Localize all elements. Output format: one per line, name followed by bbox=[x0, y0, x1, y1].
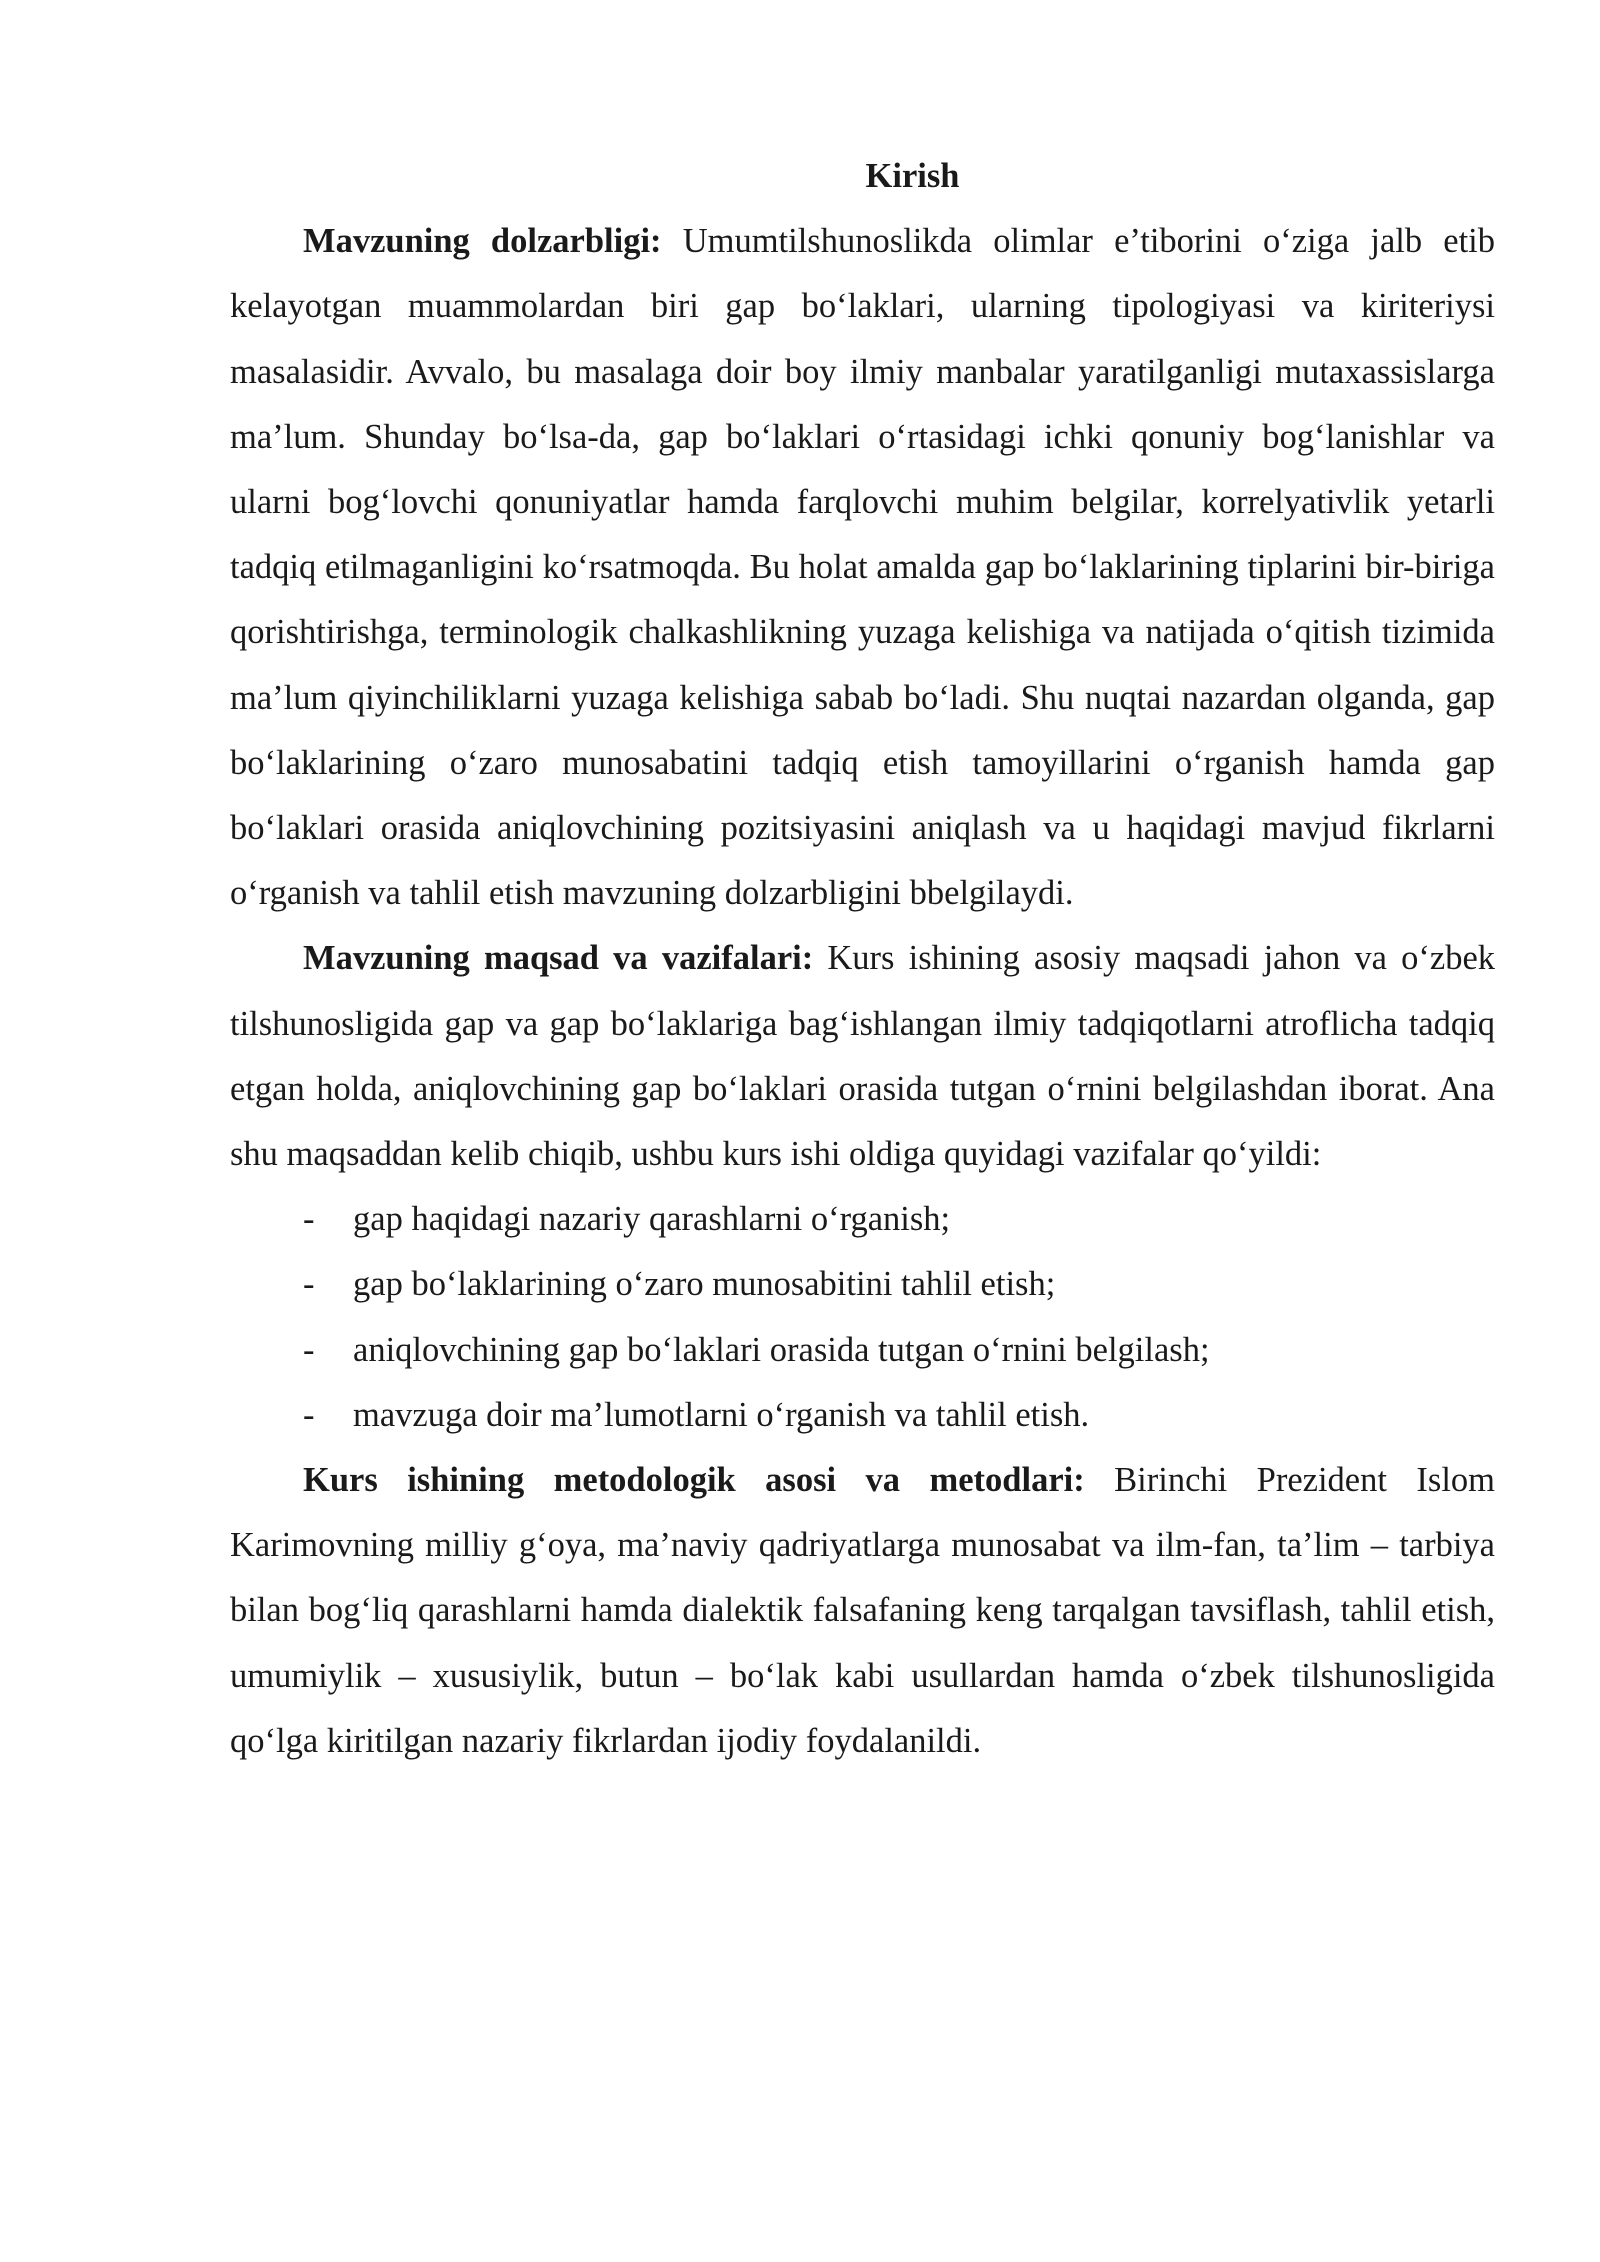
document-page bbox=[230, 144, 1495, 1774]
list-item bbox=[230, 1383, 1495, 1448]
methodology-text: Birinchi Prezident Islom Karimovning milliy g‘oya, ma’naviy qadriyatlarga munosabat va ilm-fan, ta’lim – tarbiya bilan bog‘liq qarashlarni hamda dialektik falsafaning keng tarqalgan tavsiflash, tahlil etish, umumiylik – xususiylik, butun – bo‘lak kabi usullardan hamda o‘zbek tilshunosligida qo‘lga kiritilgan nazariy fikrlardan ijodiy foydalanildi. bbox=[230, 1461, 1495, 1760]
list-item bbox=[230, 1318, 1495, 1383]
list-item-text: mavzuga doir ma’lumotlarni o‘rganish va tahlil etish. bbox=[353, 1395, 1090, 1434]
list-marker: - bbox=[303, 1395, 315, 1434]
relevance-paragraph bbox=[230, 209, 1495, 926]
list-item bbox=[230, 1187, 1495, 1252]
relevance-text: Umumtilshunoslikda olimlar e’tiborini o‘ziga jalb etib kelayotgan muammolardan biri gap bo‘laklari, ularning tipologiyasi va kiriteriysi masalasidir. Avvalo, bu masalaga doir boy ilmiy manbalar yaratilganligi mutaxassislarga ma’lum. Shunday bo‘lsa-da, gap bo‘laklari o‘rtasidagi ichki qonuniy bog‘lanishlar va ularni bog‘lovchi qonuniyatlar hamda farqlovchi muhim belgilar, korrelyativlik yetarli tadqiq etilmaganligini ko‘rsatmoqda. Bu holat amalda gap bo‘laklarining tiplarini bir-biriga qorishtirishga, terminologik chalkashlikning yuzaga kelishiga va natijada o‘qitish tizimida ma’lum qiyinchiliklarni yuzaga kelishiga sabab bo‘ladi. Shu nuqtai nazardan olganda, gap bo‘laklarining o‘zaro munosabatini tadqiq etish tamoyillarini o‘rganish hamda gap bo‘laklari orasida aniqlovchining pozitsiyasini aniqlash va u haqidagi mavjud fikrlarni o‘rganish va tahlil etish mavzuning dolzarbligini bbelgilaydi. bbox=[230, 222, 1495, 913]
list-marker: - bbox=[303, 1265, 315, 1304]
list-item bbox=[230, 1252, 1495, 1317]
list-item-text: aniqlovchining gap bo‘laklari orasida tutgan o‘rnini belgilash; bbox=[353, 1330, 1210, 1369]
list-marker: - bbox=[303, 1330, 315, 1369]
list-item-text: gap bo‘laklarining o‘zaro munosabitini tahlil etish; bbox=[353, 1265, 1056, 1304]
task-list bbox=[230, 1187, 1495, 1448]
goals-text: Kurs ishining asosiy maqsadi jahon va o‘zbek tilshunosligida gap va gap bo‘laklariga bag‘ishlangan ilmiy tadqiqotlarni atroflicha tadqiq etgan holda, aniqlovchining gap bo‘laklari orasida tutgan o‘rnini belgilashdan iborat. Ana shu maqsaddan kelib chiqib, ushbu kurs ishi oldiga quyidagi vazifalar qo‘yildi: bbox=[230, 939, 1496, 1174]
goals-paragraph bbox=[230, 926, 1495, 1187]
relevance-heading: Mavzuning dolzarbligi: bbox=[303, 222, 662, 261]
methodology-heading: Kurs ishining metodologik asosi va metodlari: bbox=[303, 1461, 1085, 1500]
list-marker: - bbox=[303, 1200, 315, 1239]
list-item-text: gap haqidagi nazariy qarashlarni o‘rganish; bbox=[353, 1200, 951, 1239]
methodology-paragraph bbox=[230, 1448, 1495, 1774]
page-title: Kirish bbox=[865, 157, 960, 195]
goals-heading: Mavzuning maqsad va vazifalari: bbox=[303, 939, 814, 978]
